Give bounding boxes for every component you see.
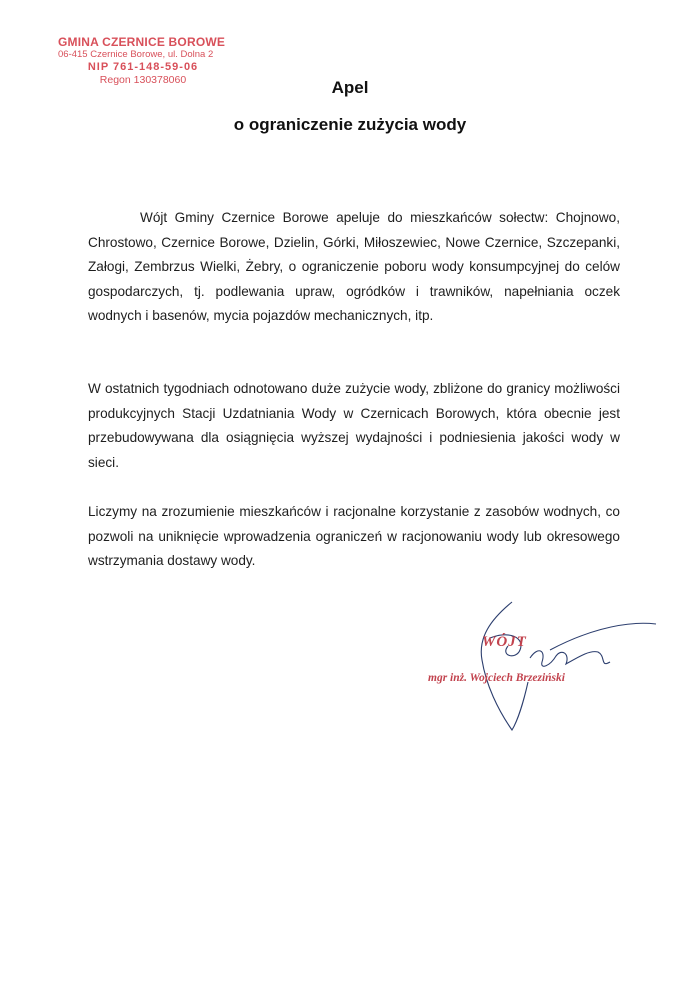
signature-block — [420, 590, 680, 740]
body-paragraph-3: Liczymy na zrozumienie mieszkańców i racjonalne korzystanie z zasobów wodnych, co pozwoli na uniknięcie wprowadzenia ograniczeń w racjonowaniu wody lub okresowego wstrzymania dostawy wody. — [88, 504, 620, 568]
body-paragraph-2: W ostatnich tygodniach odnotowano duże zużycie wody, zbliżone do granicy możliwości produkcyjnych Stacji Uzdatniania Wody w Czernicach Borowych, która obecnie jest przebudowywana dla osiągnięcia wyższej wydajności i podniesienia jakości wody w sieci. — [88, 381, 620, 470]
document-title: Apel — [331, 78, 369, 97]
stamp-municipality-name: GMINA CZERNICE BOROWE — [58, 35, 226, 49]
stamp-nip: NIP 761-148-59-06 — [87, 60, 199, 73]
stamp-regon: Regon 130378060 — [99, 73, 187, 86]
document-subtitle: o ograniczenie zużycia wody — [233, 115, 467, 134]
handwritten-signature — [420, 590, 680, 740]
signatory-name: mgr inż. Wojciech Brzeziński — [428, 672, 565, 684]
body-paragraph-1: Wójt Gminy Czernice Borowe apeluje do mieszkańców sołectw: Chojnowo, Chrostowo, Czernice Borowe, Dzielin, Górki, Miłoszewiec, Nowe Czernice, Szczepanki, Załogi, Zembrzus Wielki, Żebry, o ograniczenie poboru wody konsumpcyjnej do celów gospodarczych, tj. podlewania upraw, ogródków i trawników, napełniania oczek wodnych i basenów, mycia pojazdów mechanicznych, itp. — [88, 210, 620, 323]
stamp-address: 06-415 Czernice Borowe, ul. Dolna 2 — [58, 49, 214, 61]
signature-title: WÓJT — [482, 634, 527, 650]
